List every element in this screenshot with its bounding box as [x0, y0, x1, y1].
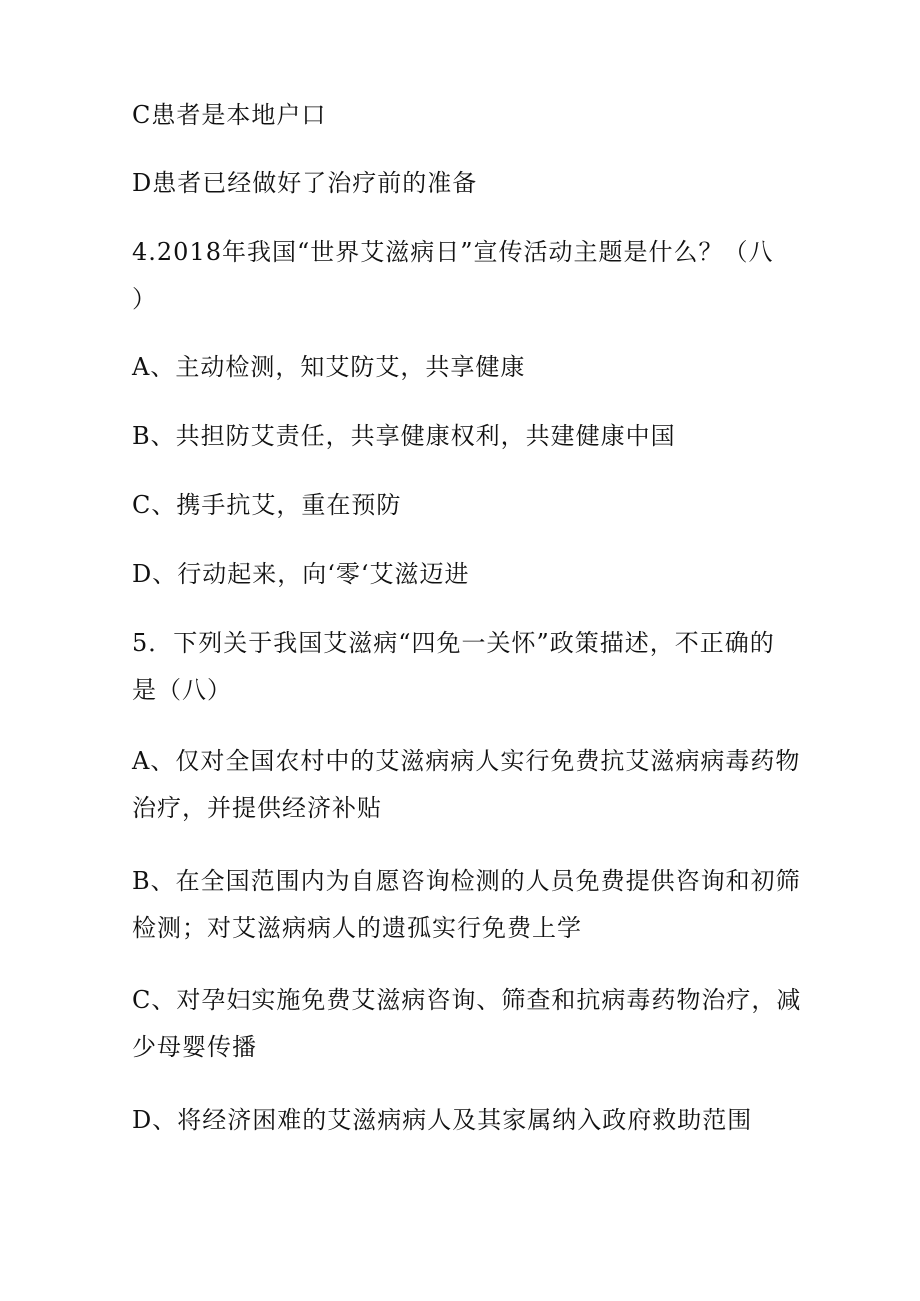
q5-option-c-line2: 少母婴传播	[132, 1033, 257, 1061]
q5-option-b-line1: B、在全国范围内为自愿咨询检测的人员免费提供咨询和初筛	[132, 867, 801, 895]
q4-question-line2: ）	[132, 285, 157, 313]
q5-option-b-line2: 检测；对艾滋病病人的遗孤实行免费上学	[132, 914, 582, 942]
q5-option-a-line1: A、仅对全国农村中的艾滋病病人实行免费抗艾滋病病毒药物	[132, 747, 801, 775]
q4-option-c: C、携手抗艾，重在预防	[132, 491, 402, 519]
q4-option-d: D、行动起来，向‘零‘艾滋迈进	[132, 560, 470, 588]
q4-option-b: B、共担防艾责任，共享健康权利，共建健康中国	[132, 422, 676, 450]
q5-option-c-line1: C、对孕妇实施免费艾滋病咨询、筛查和抗病毒药物治疗，减	[132, 986, 802, 1014]
q5-question-line1: 5．下列关于我国艾滋病“四免一关怀”政策描述，不正确的	[132, 629, 775, 657]
q5-option-a-line2: 治疗，并提供经济补贴	[132, 794, 382, 822]
q5-option-d: D、将经济困难的艾滋病病人及其家属纳入政府救助范围	[132, 1106, 753, 1134]
q5-question-line2: 是（八）	[132, 676, 232, 704]
q4-question-line1: 4.2018年我国“世界艾滋病日”宣传活动主题是什么？（八	[132, 238, 774, 266]
q3-option-c: C患者是本地户口	[132, 101, 327, 129]
q4-option-a: A、主动检测，知艾防艾，共享健康	[132, 353, 526, 381]
q3-option-d: D患者已经做好了治疗前的准备	[132, 169, 478, 197]
